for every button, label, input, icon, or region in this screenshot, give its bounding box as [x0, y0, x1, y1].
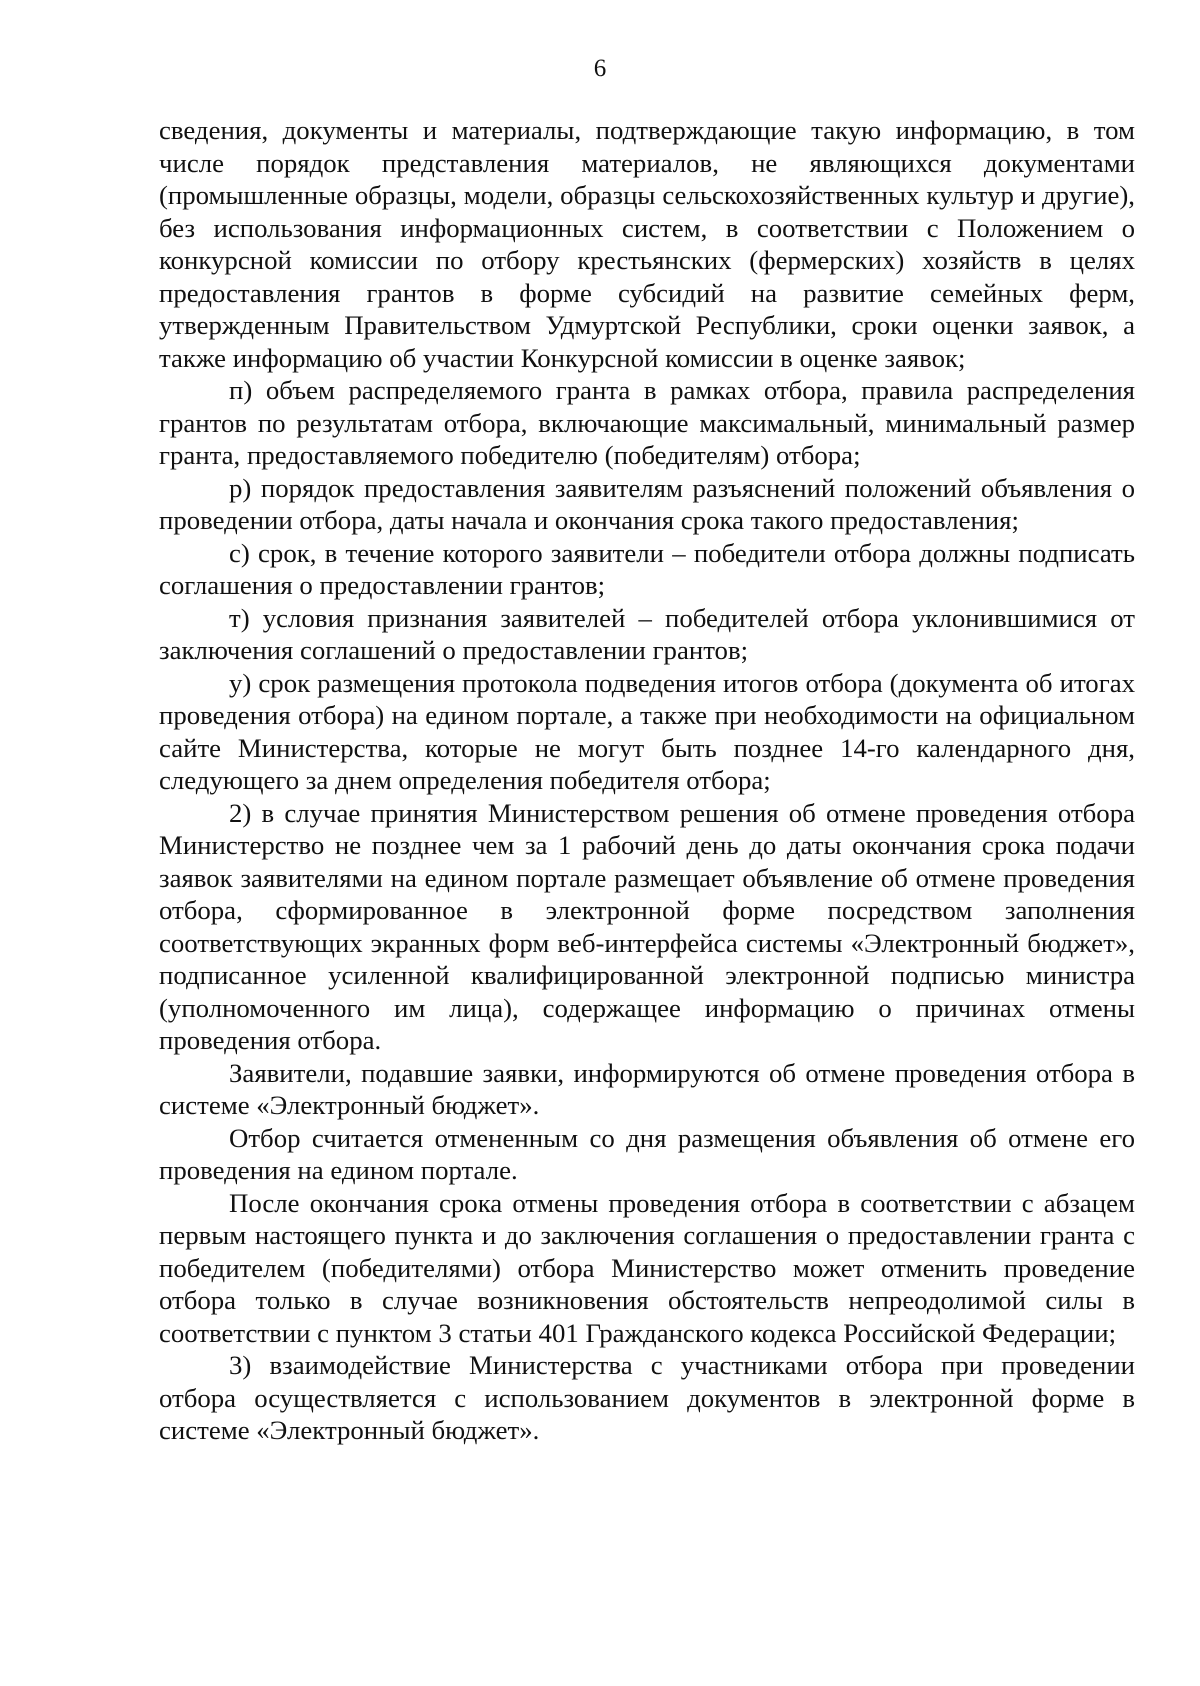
paragraph-item-p: п) объем распределяемого гранта в рамках отбора, правила распределения грантов по результатам отбора, включающие максимальный, минимальный размер гранта, предоставляемого победителю (победителям) отбора;: [159, 375, 1135, 470]
paragraph-item-u: у) срок размещения протокола подведения итогов отбора (документа об итогах проведения отбора) на едином портале, а также при необходимости на официальном сайте Министерства, которые не могут быть позднее 14-го календарного дня, следующего за днем определения победителя отбора;: [159, 667, 1135, 795]
paragraph-force-majeure: После окончания срока отмены проведения отбора в соответствии с абзацем первым настоящего пункта и до заключения соглашения о предоставлении гранта с победителем (победителями) отбора Министерство может отменить проведение отбора только в случае возникновения обстоятельств непреодолимой силы в соответствии с пунктом 3 статьи 401 Гражданского кодекса Российской Федерации;: [159, 1187, 1135, 1348]
paragraph-applicants-informed: Заявители, подавшие заявки, информируются об отмене проведения отбора в системе «Электронный бюджет».: [159, 1057, 1135, 1120]
paragraph-item-s: с) срок, в течение которого заявители – победители отбора должны подписать соглашения о предоставлении грантов;: [159, 537, 1135, 600]
paragraph-item-3: 3) взаимодействие Министерства с участниками отбора при проведении отбора осуществляется с использованием документов в электронной форме в системе «Электронный бюджет».: [159, 1350, 1135, 1445]
paragraph-continuation: сведения, документы и материалы, подтверждающие такую информацию, в том числе порядок представления материалов, не являющихся документами (промышленные образцы, модели, образцы сельскохозяйственных культур и другие), без использования информационных систем, в соответствии с Положением о конкурсной комиссии по отбору крестьянских (фермерских) хозяйств в целях предоставления грантов в форме субсидий на развитие семейных ферм, утвержденным Правительством Удмуртской Республики, сроки оценки заявок, а также информацию об участии Конкурсной комиссии в оценке заявок;: [159, 115, 1135, 373]
paragraph-item-r: р) порядок предоставления заявителям разъяснений положений объявления о проведении отбора, даты начала и окончания срока такого предоставления;: [159, 472, 1135, 535]
paragraph-item-t: т) условия признания заявителей – победителей отбора уклонившимися от заключения соглашений о предоставлении грантов;: [159, 602, 1135, 665]
paragraph-item-2: 2) в случае принятия Министерством решения об отмене проведения отбора Министерство не позднее чем за 1 рабочий день до даты окончания срока подачи заявок заявителями на едином портале размещает объявление об отмене проведения отбора, сформированное в электронной форме посредством заполнения соответствующих экранных форм веб-интерфейса системы «Электронный бюджет», подписанное усиленной квалифицированной электронной подписью министра (уполномоченного им лица), содержащее информацию о причинах отмены проведения отбора.: [159, 797, 1135, 1055]
page-number: 6: [593, 55, 607, 82]
document-body: [159, 114, 1135, 1447]
paragraph-selection-cancelled: Отбор считается отмененным со дня размещения объявления об отмене его проведения на едином портале.: [159, 1122, 1135, 1185]
